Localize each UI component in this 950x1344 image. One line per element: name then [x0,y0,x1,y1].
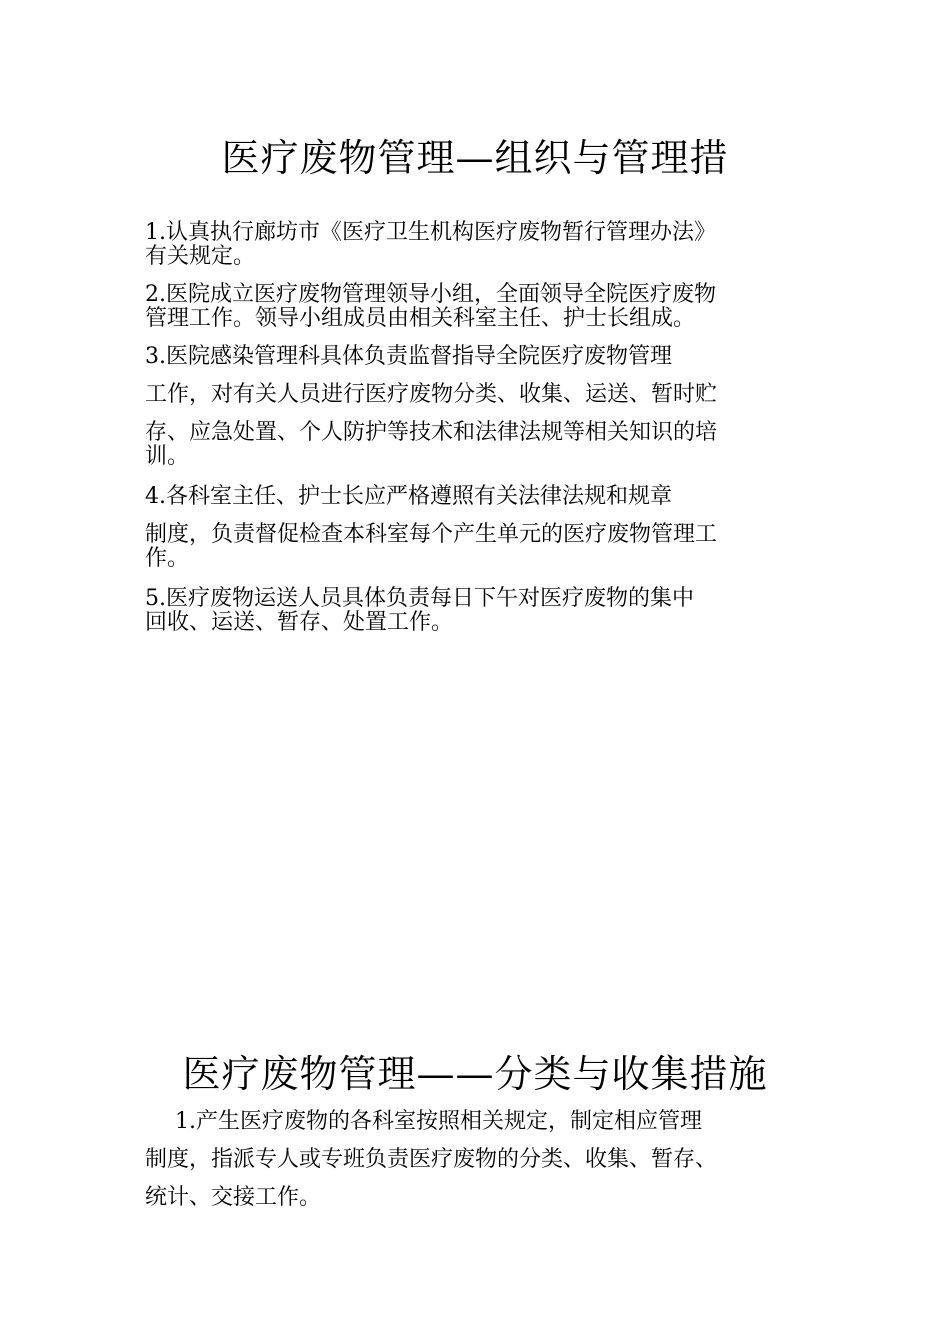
paragraph-line: 1.认真执行廊坊市《医疗卫生机构医疗废物暂行管理办法》 [145,220,716,245]
paragraph-line: 训。 [145,444,190,469]
section-2-body [145,1103,810,1217]
paragraph-line: 1.产生医疗废物的各科室按照相关规定，制定相应管理 [175,1109,702,1134]
paragraph-line: 制度，指派专人或专班负责医疗废物的分类、收集、暂存、 [145,1147,718,1172]
paragraph-4 [145,485,717,571]
paragraph-line: 有关规定。 [145,244,256,269]
section-1-title: 医疗废物管理—组织与管理措 [221,136,729,180]
paragraph-line: 管理工作。领导小组成员由相关科室主任、护士长组成。 [145,306,696,331]
paragraph-1 [145,221,716,269]
paragraph-5 [145,587,694,635]
paragraph-line: 2.医院成立医疗废物管理领导小组，全面领导全院医疗废物 [145,282,716,307]
paragraph-line: 工作，对有关人员进行医疗废物分类、收集、运送、暂时贮 [145,382,718,407]
paragraph-line: 作。 [145,546,190,571]
paragraph-line: 制度，负责督促检查本科室每个产生单元的医疗废物管理工 [145,522,718,547]
section-2-title: 医疗废物管理——分类与收集措施 [182,1052,768,1096]
paragraph-line: 4.各科室主任、护士长应严格遵照有关法律法规和规章 [145,484,672,509]
paragraph-line: 存、应急处置、个人防护等技术和法律法规等相关知识的培 [145,420,718,445]
paragraph-3 [145,345,717,469]
paragraph-2 [145,283,716,331]
paragraph-line: 3.医院感染管理科具体负责监督指导全院医疗废物管理 [145,344,672,369]
paragraph-line: 回收、运送、暂存、处置工作。 [145,610,454,635]
paragraph-line: 5.医疗废物运送人员具体负责每日下午对医疗废物的集中 [145,586,694,611]
paragraph-line: 统计、交接工作。 [145,1185,322,1210]
paragraph-1 [145,1103,810,1217]
